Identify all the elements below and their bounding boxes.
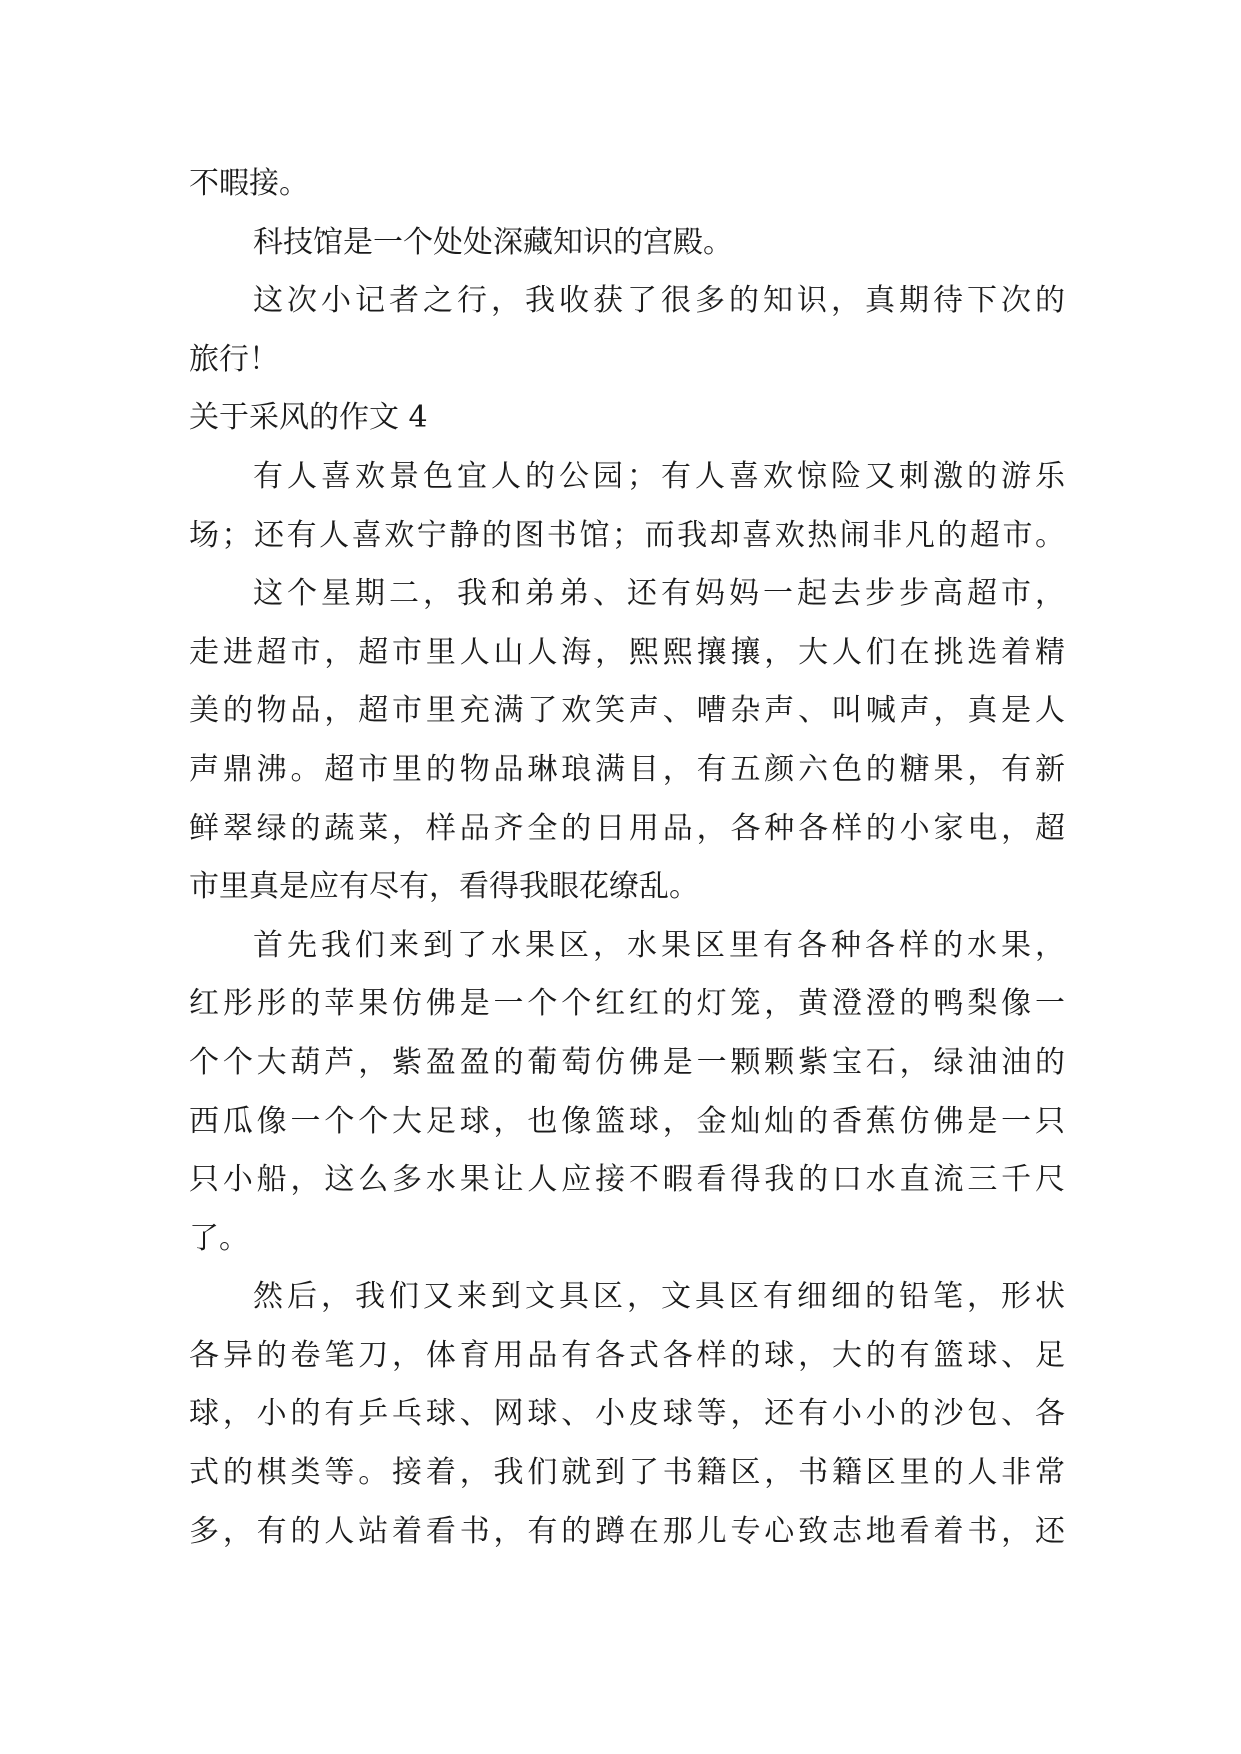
text-line: 市里真是应有尽有，看得我眼花缭乱。 xyxy=(189,869,699,905)
text-line: 各异的卷笔刀，体育用品有各式各样的球，大的有篮球、足 xyxy=(189,1337,1065,1373)
text-line: 多，有的人站着看书，有的蹲在那儿专心致志地看着书，还 xyxy=(189,1513,1065,1549)
text-line: 声鼎沸。超市里的物品琳琅满目，有五颜六色的糖果，有新 xyxy=(189,751,1065,787)
text-line: 旅行！ xyxy=(189,341,279,377)
text-line: 场；还有人喜欢宁静的图书馆；而我却喜欢热闹非凡的超市。 xyxy=(189,517,1065,553)
text-line: 只小船，这么多水果让人应接不暇看得我的口水直流三千尺 xyxy=(189,1162,1065,1198)
text-line: 这次小记者之行，我收获了很多的知识，真期待下次的 xyxy=(253,283,1065,319)
text-line: 科技馆是一个处处深藏知识的宫殿。 xyxy=(253,224,733,260)
text-line: 不暇接。 xyxy=(189,166,309,201)
essay-text xyxy=(189,155,1065,1561)
text-line: 走进超市，超市里人山人海，熙熙攘攘，大人们在挑选着精 xyxy=(189,634,1065,670)
text-line: 这个星期二，我和弟弟、还有妈妈一起去步步高超市， xyxy=(253,576,1065,612)
text-line: 鲜翠绿的蔬菜，样品齐全的日用品，各种各样的小家电，超 xyxy=(189,810,1065,846)
section-heading: 关于采风的作文 4 xyxy=(189,400,428,436)
text-line: 首先我们来到了水果区，水果区里有各种各样的水果， xyxy=(253,927,1065,963)
text-line: 个个大葫芦，紫盈盈的葡萄仿佛是一颗颗紫宝石，绿油油的 xyxy=(189,1044,1065,1080)
text-line: 球，小的有乒乓球、网球、小皮球等，还有小小的沙包、各 xyxy=(189,1396,1065,1432)
text-line: 然后，我们又来到文具区，文具区有细细的铅笔，形状 xyxy=(253,1279,1065,1315)
text-line: 有人喜欢景色宜人的公园；有人喜欢惊险又刺激的游乐 xyxy=(253,458,1065,494)
text-line: 美的物品，超市里充满了欢笑声、嘈杂声、叫喊声，真是人 xyxy=(189,693,1065,729)
text-line: 了。 xyxy=(189,1220,249,1256)
text-line: 式的棋类等。接着，我们就到了书籍区，书籍区里的人非常 xyxy=(189,1455,1065,1491)
text-line: 西瓜像一个个大足球，也像篮球，金灿灿的香蕉仿佛是一只 xyxy=(189,1103,1065,1139)
text-line: 红彤彤的苹果仿佛是一个个红红的灯笼，黄澄澄的鸭梨像一 xyxy=(189,986,1065,1022)
